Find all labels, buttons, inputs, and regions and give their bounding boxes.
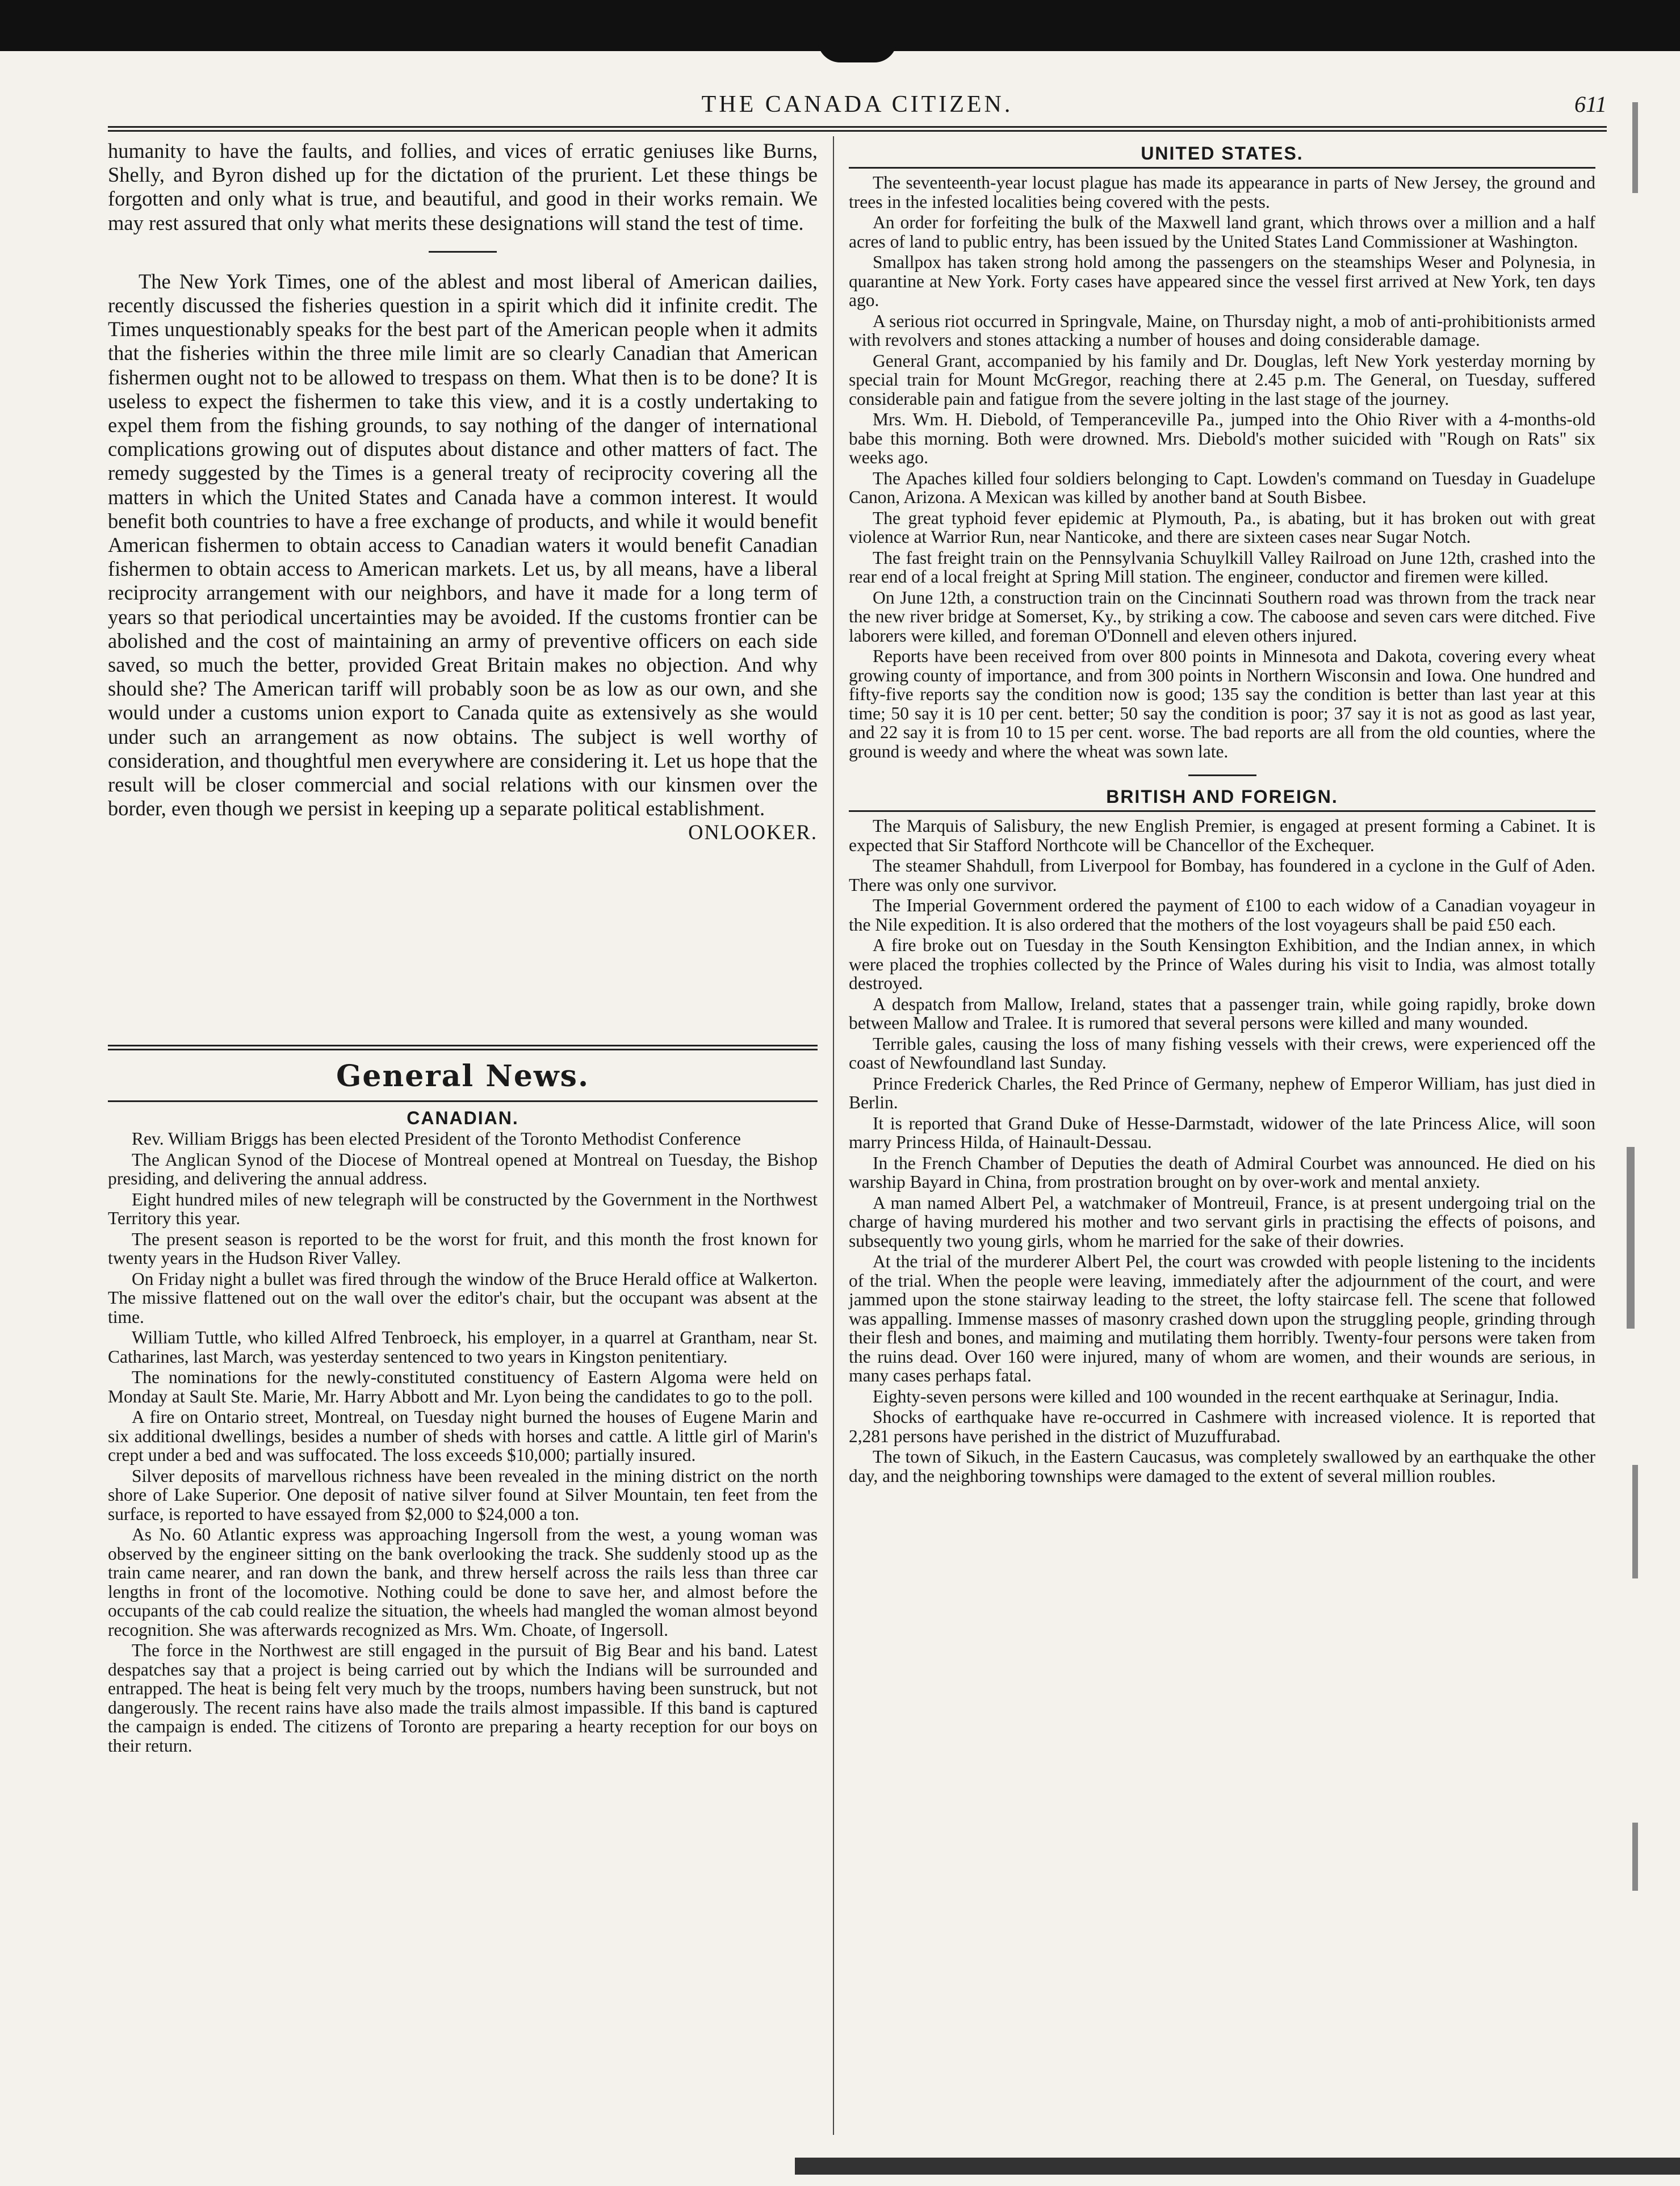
news-item: The town of Sikuch, in the Eastern Caucasus, was completely swallowed by an earthquake the other day, and the neighboring townships were damaged to the extent of several million roubles. [849, 1447, 1595, 1486]
scan-artifact [1632, 1465, 1638, 1578]
bf-heading-rule [849, 810, 1595, 812]
news-heading-rule [108, 1100, 818, 1102]
editorial-paragraph: The New York Times, one of the ablest and most liberal of American dailies, recently discussed the fisheries question in a spirit which did it infinite credit. The Times unquestionably speaks for the best part of the American people when it admits that the fisheries within the three mile limit are so clearly Canadian that American fishermen ought not to be allowed to trespass on them. What then is to be done? It is useless to expect the fishermen to take this view, and it is a costly undertaking to expel them from the fishing grounds, to say nothing of the danger of international complications growing out of disputes about distance and other matters of fact. The remedy suggested by the Times is a general treaty of reciprocity covering all the matters in which the United States and Canada have a common interest. It would benefit both countries to have a free exchange of products, and while it would benefit American fishermen to obtain access to Canadian waters it would benefit Canadian fishermen to obtain access to American markets. Let us, by all means, have a liberal reciprocity arrangement with our neighbors, and have it made for a long term of years so that periodical uncertainties may be avoided. If the customs frontier can be abolished and the cost of maintaining an army of preventive officers on each side saved, so much the better, provided Great Britain makes no objection. And why should she? The American tariff will probably soon be as low as our own, and she would under a customs union export to Canada quite as extensively as she would under such an arrangement as now obtains. The subject is well worthy of consideration, and thoughtful men everywhere are considering it. Let us hope that the result will be closer commercial and social relations with our kinsmen over the border, even though we persist in keeping up a separate political establishment. [108, 269, 818, 820]
news-item: The Anglican Synod of the Diocese of Montreal opened at Montreal on Tuesday, the Bishop presiding, and delivering the annual address. [108, 1149, 818, 1188]
news-item: On Friday night a bullet was fired through the window of the Bruce Herald office at Walkerton. The missive flattened out on the wall over the editor's chair, but the occupant was absent at the time. [108, 1268, 818, 1327]
general-news-heading: General News. [336, 1059, 590, 1094]
news-item: The steamer Shahdull, from Liverpool for Bombay, has foundered in a cyclone in the Gulf of Aden. There was only one survivor. [849, 856, 1595, 895]
general-news-section [108, 1045, 818, 1757]
news-top-rule [108, 1045, 818, 1050]
canadian-news-list [108, 1129, 818, 1755]
news-item: A despatch from Mallow, Ireland, states that a passenger train, while going rapidly, broke down between Mallow and Tralee. It is rumored that several persons were killed and many wounded. [849, 994, 1595, 1033]
scan-artifact [1632, 102, 1638, 193]
news-item: Eight hundred miles of new telegraph will be constructed by the Government in the Northwest Territory this year. [108, 1189, 818, 1228]
news-item: The Imperial Government ordered the payment of £100 to each widow of a Canadian voyageur in the Nile expedition. It is also ordered that the mothers of the lost voyageurs shall be paid £50 each. [849, 895, 1595, 935]
news-item: Rev. William Briggs has been elected President of the Toronto Methodist Conference [132, 1129, 741, 1149]
news-item: On June 12th, a construction train on the Cincinnati Southern road was thrown from the track near the new river bridge at Somerset, Ky., by striking a cow. The caboose and seven cars were ditched. Five laborers were killed, and foreman O'Donnell and eleven others injured. [849, 587, 1595, 646]
section-divider [429, 251, 497, 253]
news-item: A man named Albert Pel, a watchmaker of Montreuil, France, is at present undergoing trial on the charge of having murdered his mother and two servant girls in practising the effects of poisons, and subsequently two young girls, whom he married for the sake of their dowries. [849, 1192, 1595, 1251]
news-item: An order for forfeiting the bulk of the Maxwell land grant, which throws over a million and a half acres of land to public entry, has been issued by the United States Land Commissioner at Washington. [849, 212, 1595, 252]
news-item: The present season is reported to be the worst for fruit, and this month the frost known for twenty years in the Hudson River Valley. [108, 1229, 818, 1268]
news-item: Silver deposits of marvellous richness have been revealed in the mining district on the north shore of Lake Superior. One deposit of native silver found at Silver Mountain, ten feet from the surface, is reported to have essayed from $2,000 to $24,000 a ton. [108, 1465, 818, 1524]
editorial-column [108, 139, 818, 845]
news-item: William Tuttle, who killed Alfred Tenbroeck, his employer, in a quarrel at Grantham, near St. Catharines, last March, was yesterday sentenced to two years in Kingston penitentiary. [108, 1327, 818, 1367]
news-item: The nominations for the newly-constituted constituency of Eastern Algoma were held on Monday at Sault Ste. Marie, Mr. Harry Abbott and Mr. Lyon being the candidates to go to the poll. [108, 1367, 818, 1406]
scan-artifact [1632, 1823, 1638, 1891]
newspaper-title: THE CANADA CITIZEN. [701, 91, 1013, 118]
news-item: The seventeenth-year locust plague has made its appearance in parts of New Jersey, the ground and trees in the infested localities being covered with the pests. [849, 173, 1595, 212]
news-item: Terrible gales, causing the loss of many fishing vessels with their crews, were experienced off the coast of Newfoundland last Sunday. [849, 1033, 1595, 1073]
page-header [108, 91, 1607, 125]
news-item: The Marquis of Salisbury, the new English Premier, is engaged at present forming a Cabinet. It is expected that Sir Stafford Northcote will be Chancellor of the Exchequer. [849, 816, 1595, 855]
news-item: Reports have been received from over 800 points in Minnesota and Dakota, covering every wheat growing county of importance, and from 300 points in Northern Wisconsin and Iowa. One hundred and fifty-five reports say the condition now is good; 135 say the condition is better than last year at this time; 50 say it is 10 per cent. better; 50 say the condition is poor; 37 say it is not as good as last year, and 22 say it is from 10 to 15 per cent. worse. The bad reports are all from the old counties, where the ground is weedy and where the wheat was sown late. [849, 646, 1595, 761]
united-states-news-list [849, 173, 1595, 761]
scan-right-margin [1610, 68, 1680, 2186]
news-item: The force in the Northwest are still engaged in the pursuit of Big Bear and his band. Latest despatches say that a project is being carried out by which the Indians will be surrounded and entrapped. The heat is being felt very much by the troops, numbers having been sunstruck, but not dangerously. The recent rains have also made the trails almost impassible. If this band is captured the campaign is ended. The citizens of Toronto are preparing a hearty reception for our boys on their return. [108, 1640, 818, 1756]
news-item: General Grant, accompanied by his family and Dr. Douglas, left New York yesterday morning by special train for Mount McGregor, reaching there at 2.45 p.m. The General, on Tuesday, suffered considerable pain and fatigue from the severe jolting in the last stage of the journey. [849, 350, 1595, 409]
signature-line [108, 820, 818, 844]
news-item: The fast freight train on the Pennsylvania Schuylkill Valley Railroad on June 12th, crashed into the rear end of a local freight at Spring Mill station. The engineer, conductor and firemen were killed. [849, 547, 1595, 587]
news-item: A fire on Ontario street, Montreal, on Tuesday night burned the houses of Eugene Marin and six additional dwellings, besides a number of sheds with horses and cattle. A little girl of Marin's crept under a bed and was suffocated. The loss exceeds $10,000; partially insured. [108, 1407, 818, 1465]
canadian-heading: CANADIAN. [407, 1108, 519, 1128]
news-item: Eighty-seven persons were killed and 100 wounded in the recent earthquake at Serinagur, India. [873, 1386, 1559, 1406]
british-foreign-news-list [849, 816, 1595, 1485]
byline: ONLOOKER. [688, 820, 818, 844]
news-item: The Apaches killed four soldiers belonging to Capt. Lowden's command on Tuesday in Guadelupe Canon, Arizona. A Mexican was killed by another band at South Bisbee. [849, 468, 1595, 507]
news-item: In the French Chamber of Deputies the death of Admiral Courbet was announced. He died on his warship Bayard in China, from prostration brought on by over-work and mental anxiety. [849, 1153, 1595, 1192]
editorial-paragraph: humanity to have the faults, and follies, and vices of erratic geniuses like Burns, Shelly, and Byron dished up for the dictation of the prurient. Let these things be forgotten and only what is true, and beautiful, and good in their works remain. We may rest assured that only what merits these designations will stand the test of time. [108, 139, 818, 234]
news-item: As No. 60 Atlantic express was approaching Ingersoll from the west, a young woman was observed by the engineer sitting on the bank overlooking the track. She suddenly stood up as the train came nearer, and ran down the bank, and threw herself across the rails less than three car lengths in front of the locomotive. Nothing could be done to save her, and almost before the occupants of the cab could realize the situation, the wheels had mangled the woman almost beyond recognition. She was afterwards recognized as Mrs. Wm. Choate, of Ingersoll. [108, 1525, 818, 1640]
news-item: Prince Frederick Charles, the Red Prince of Germany, nephew of Emperor William, has just died in Berlin. [849, 1073, 1595, 1112]
news-column-right [849, 142, 1595, 1487]
section-divider [1188, 774, 1256, 776]
united-states-heading: UNITED STATES. [1141, 143, 1304, 164]
page-bottom-scan-edge [795, 2158, 1680, 2175]
header-rule [108, 126, 1607, 132]
column-divider [833, 136, 834, 2135]
news-item: At the trial of the murderer Albert Pel, the court was crowded with people listening to the incidents of the trial. When the people were leaving, immediately after the adjournment of the court, and were jammed upon the stone stairway leading to the street, the lofty staircase fell. The scene that followed was appalling. Immense masses of masonry crashed down upon the struggling people, grinding through their flesh and bones, and maiming and mutilating them horribly. Twenty-four persons were taken from the ruins dead. Over 160 were injured, many of whom are women, and their wounds are serious, in many cases perhaps fatal. [849, 1251, 1595, 1385]
news-item: A serious riot occurred in Springvale, Maine, on Thursday night, a mob of anti-prohibitionists armed with revolvers and stones attacking a number of houses and doing considerable damage. [849, 311, 1595, 350]
page-top-scan-notch [818, 0, 897, 62]
news-item: A fire broke out on Tuesday in the South Kensington Exhibition, and the Indian annex, in which were placed the trophies collected by the Prince of Wales during his visit to India, was almost totally destroyed. [849, 935, 1595, 993]
news-item: Mrs. Wm. H. Diebold, of Temperanceville Pa., jumped into the Ohio River with a 4-months-old babe this morning. Both were drowned. Mrs. Diebold's mother suicided with "Rough on Rats" six weeks ago. [849, 409, 1595, 467]
us-heading-rule [849, 167, 1595, 169]
british-foreign-heading: BRITISH AND FOREIGN. [1106, 786, 1338, 807]
scan-artifact [1627, 1147, 1635, 1329]
page-number: 611 [1574, 91, 1607, 117]
news-item: Shocks of earthquake have re-occurred in Cashmere with increased violence. It is reported that 2,281 persons have perished in the district of Muzuffurabad. [849, 1407, 1595, 1446]
news-item: Smallpox has taken strong hold among the passengers on the steamships Weser and Polynesia, in quarantine at New York. Forty cases have appeared since the vessel first arrived at New York, ten days ago. [849, 252, 1595, 310]
news-item: It is reported that Grand Duke of Hesse-Darmstadt, widower of the late Princess Alice, will soon marry Princess Hilda, of Hainault-Dessau. [849, 1113, 1595, 1152]
news-item: The great typhoid fever epidemic at Plymouth, Pa., is abating, but it has broken out with great violence at Warrior Run, near Nanticoke, and there are sixteen cases near Sugar Notch. [849, 508, 1595, 547]
